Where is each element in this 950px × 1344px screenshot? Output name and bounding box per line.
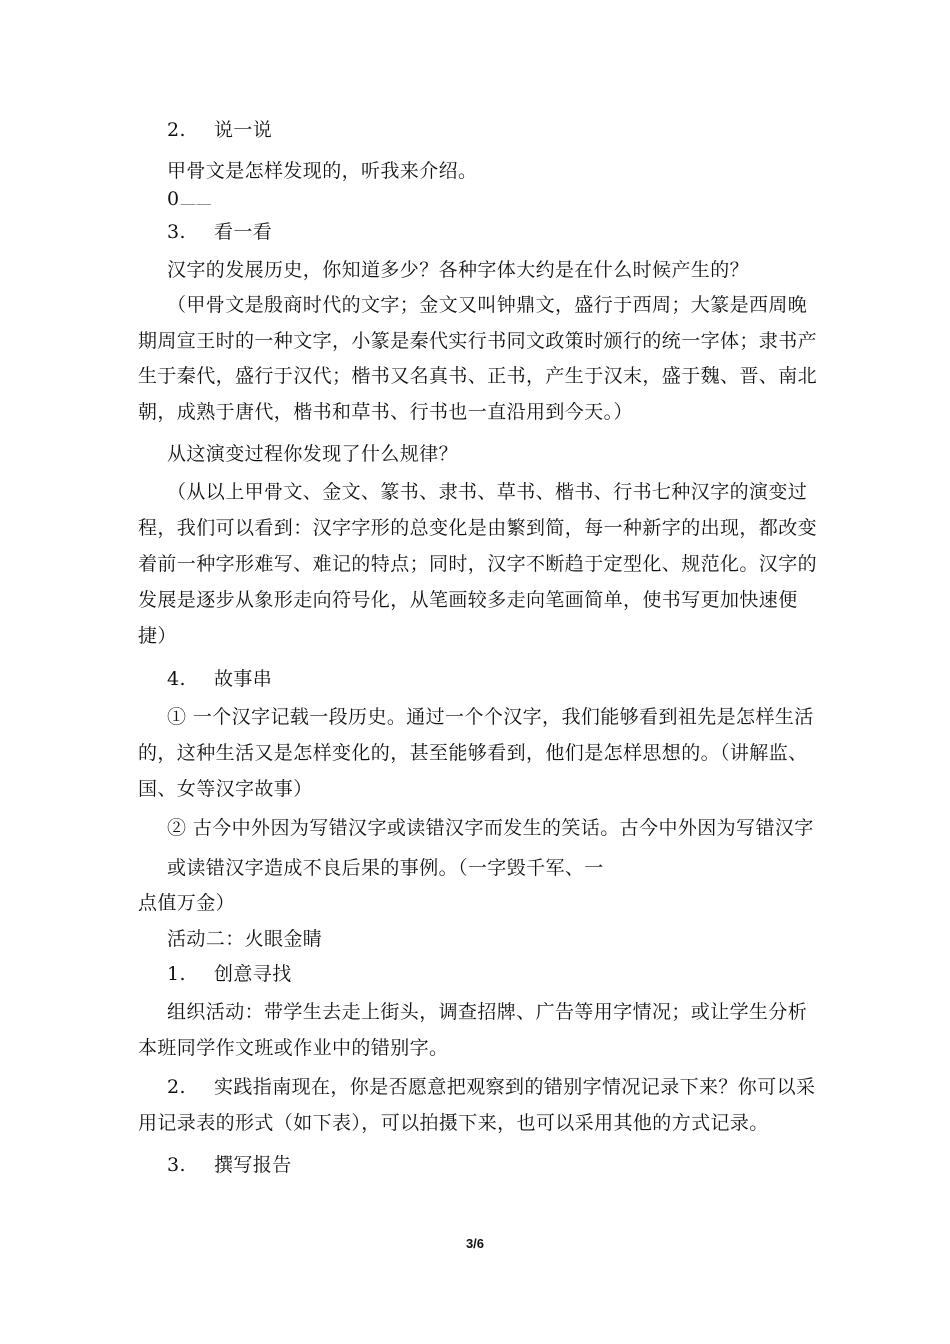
heading-number: 3. bbox=[167, 221, 186, 243]
paragraph-line: （从以上甲骨文、金文、篆书、隶书、草书、楷书、行书七种汉字的演变过 bbox=[167, 481, 808, 503]
heading-title: 创意寻找 bbox=[214, 963, 292, 985]
paragraph-line: 用记录表的形式（如下表），可以拍摄下来，也可以采用其他的方式记录。 bbox=[138, 1112, 769, 1134]
paragraph-line: （甲骨文是殷商时代的文字；金文又叫钟鼎文，盛行于西周；大篆是西周晚 bbox=[167, 294, 808, 316]
heading-number: 3. bbox=[167, 1154, 186, 1176]
heading-title: 故事串 bbox=[214, 668, 273, 690]
practice-text: 实践指南现在，你是否愿意把观察到的错别字情况记录下来？你可以采 bbox=[214, 1076, 816, 1098]
practice-line bbox=[167, 1073, 815, 1101]
heading-title: 撰写报告 bbox=[214, 1154, 292, 1176]
paragraph-line: 期周宣王时的一种文字，小篆是秦代实行书同文政策时颁行的统一字体；隶书产 bbox=[138, 330, 818, 352]
paragraph-line: ① 一个汉字记载一段历史。通过一个个汉字，我们能够看到祖先是怎样生活 bbox=[167, 706, 814, 728]
stray-small-glyphs: ⸺⸺ bbox=[180, 200, 212, 210]
heading-number: 1. bbox=[167, 963, 186, 985]
paragraph-line: 朝，成熟于唐代，楷书和草书、行书也一直沿用到今天。） bbox=[138, 401, 633, 423]
stray-mark bbox=[167, 185, 212, 217]
paragraph-line: 程，我们可以看到：汉字字形的总变化是由繁到简，每一种新字的出现，都改变 bbox=[138, 517, 818, 539]
paragraph-line: 发展是逐步从象形走向符号化，从笔画较多走向笔画简单，使书写更加快速便 bbox=[138, 589, 798, 611]
paragraph-line: 组织活动：带学生去走上街头，调查招牌、广告等用字情况；或让学生分析 bbox=[167, 1001, 808, 1023]
heading-number: 2. bbox=[167, 1076, 186, 1098]
paragraph-line: 的，这种生活又是怎样变化的，甚至能够看到，他们是怎样思想的。（讲解监、 bbox=[138, 742, 808, 764]
heading-story bbox=[167, 665, 272, 693]
page-number: 3/6 bbox=[465, 1236, 485, 1251]
heading-title: 看一看 bbox=[214, 221, 273, 243]
stray-zero: 0 bbox=[167, 188, 180, 210]
paragraph-line: 着前一种字形难写、难记的特点；同时，汉字不断趋于定型化、规范化。汉字的 bbox=[138, 553, 818, 575]
heading-number: 2. bbox=[167, 119, 186, 141]
heading-say bbox=[167, 116, 272, 144]
heading-number: 4. bbox=[167, 668, 186, 690]
heading-title: 说一说 bbox=[214, 119, 273, 141]
paragraph-line: ② 古今中外因为写错汉字或读错汉字而发生的笑话。古今中外因为写错汉字 bbox=[167, 817, 814, 839]
paragraph-line: 国、女等汉字故事） bbox=[138, 778, 313, 800]
paragraph-line: 本班同学作文班或作业中的错别字。 bbox=[138, 1037, 449, 1059]
paragraph: 汉字的发展历史，你知道多少？各种字体大约是在什么时候产生的？ bbox=[167, 259, 750, 281]
paragraph: 甲骨文是怎样发现的，听我来介绍。 bbox=[167, 160, 478, 182]
heading-look bbox=[167, 218, 272, 246]
heading-find bbox=[167, 960, 292, 988]
paragraph-line: 或读错汉字造成不良后果的事例。（一字毁千军、一 bbox=[167, 857, 604, 879]
paragraph-line: 生于秦代，盛行于汉代；楷书又名真书、正书，产生于汉末，盛于魏、晋、南北 bbox=[138, 365, 818, 387]
paragraph-line: 点值万金） bbox=[138, 892, 236, 914]
section-heading: 活动二：火眼金睛 bbox=[167, 928, 323, 950]
paragraph: 从这演变过程你发现了什么规律？ bbox=[167, 443, 459, 465]
heading-report bbox=[167, 1151, 292, 1179]
paragraph-line: 捷） bbox=[138, 625, 177, 647]
